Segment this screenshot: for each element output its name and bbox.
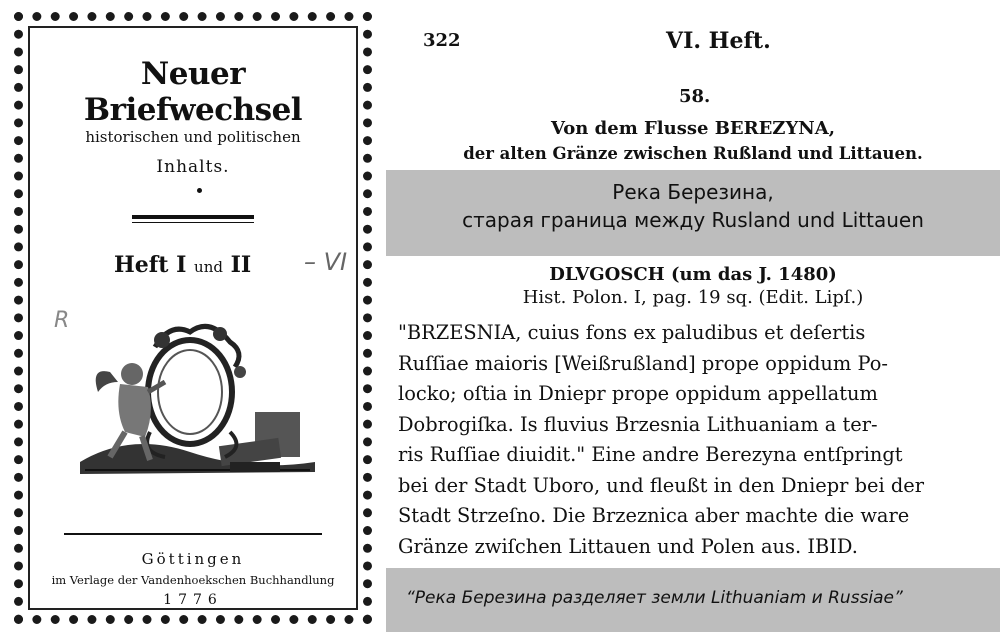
article-heading-line1: Von dem Flusse BEREZYNA, [550, 118, 835, 139]
quote-text: “Река Березина разделяет земли Lithuaniam и Russiae” [406, 588, 903, 608]
heft-ii: II [230, 252, 252, 278]
section-header: VI. Heft. [666, 28, 771, 54]
publication-year: 1776 [163, 592, 223, 608]
publisher-line: im Verlage der Vandenhoekschen Buchhandlung [51, 573, 335, 587]
body-line: Ruſſiae maioris [Weißrußland] prope oppidum Po- [398, 351, 888, 375]
title-page [14, 12, 372, 624]
body-line: locko; oſtia in Dniepr prope oppidum appellatum [398, 382, 878, 405]
page-number: 322 [423, 30, 461, 51]
heft-und: und [194, 258, 223, 276]
body-line: bei der Stadt Uboro, und fleußt in den Dniepr bei der [398, 473, 924, 497]
article-number: 58. [679, 86, 711, 107]
body-text [398, 318, 988, 562]
handwritten-r-mark: R [54, 308, 70, 333]
cherub-cartouche-vignette [70, 312, 320, 492]
body-line: "BRZESNIA, cuius fons ex paludibus et deſertis [398, 321, 866, 344]
book-subtitle-line2: Inhalts. [156, 157, 230, 177]
translation-quote [386, 568, 1000, 632]
body-line: ris Ruſſiae diuidit." Eine andre Berezyna entſpringt [398, 443, 903, 466]
body-line: Dobrogiſka. Is fluvius Brzesnia Lithuaniam a ter- [398, 412, 878, 436]
title-rule-thick [132, 215, 254, 219]
title-rule-thin [132, 222, 254, 223]
body-line: Stadt Strzeſno. Die Brzeznica aber machte die ware [398, 504, 910, 527]
book-subtitle-line1: historischen und politischen [85, 128, 301, 146]
caption-line2: старая граница между Rusland und Littauen [462, 208, 924, 232]
translation-caption [386, 170, 1000, 256]
bottom-rule [64, 533, 322, 535]
page-scan [386, 0, 1000, 635]
publication-city: Göttingen [141, 550, 245, 568]
source-author: DLVGOSCH (um das J. 1480) [549, 264, 837, 285]
heft-volume-line [114, 252, 251, 278]
article-heading-line2: der alten Gränze zwischen Rußland und Littauen. [463, 144, 923, 163]
book-title: Neuer Briefwechsel [83, 56, 303, 128]
body-line: Gränze zwiſchen Littauen und Polen aus. IBID. [398, 534, 858, 558]
source-reference: Hist. Polon. I, pag. 19 sq. (Edit. Lipſ.) [522, 287, 864, 308]
ornament-dot [197, 188, 202, 193]
heft-label: Heft I [114, 252, 187, 278]
caption-line1: Река Березина, [612, 180, 774, 204]
handwritten-volume-note: – VI [304, 248, 348, 276]
